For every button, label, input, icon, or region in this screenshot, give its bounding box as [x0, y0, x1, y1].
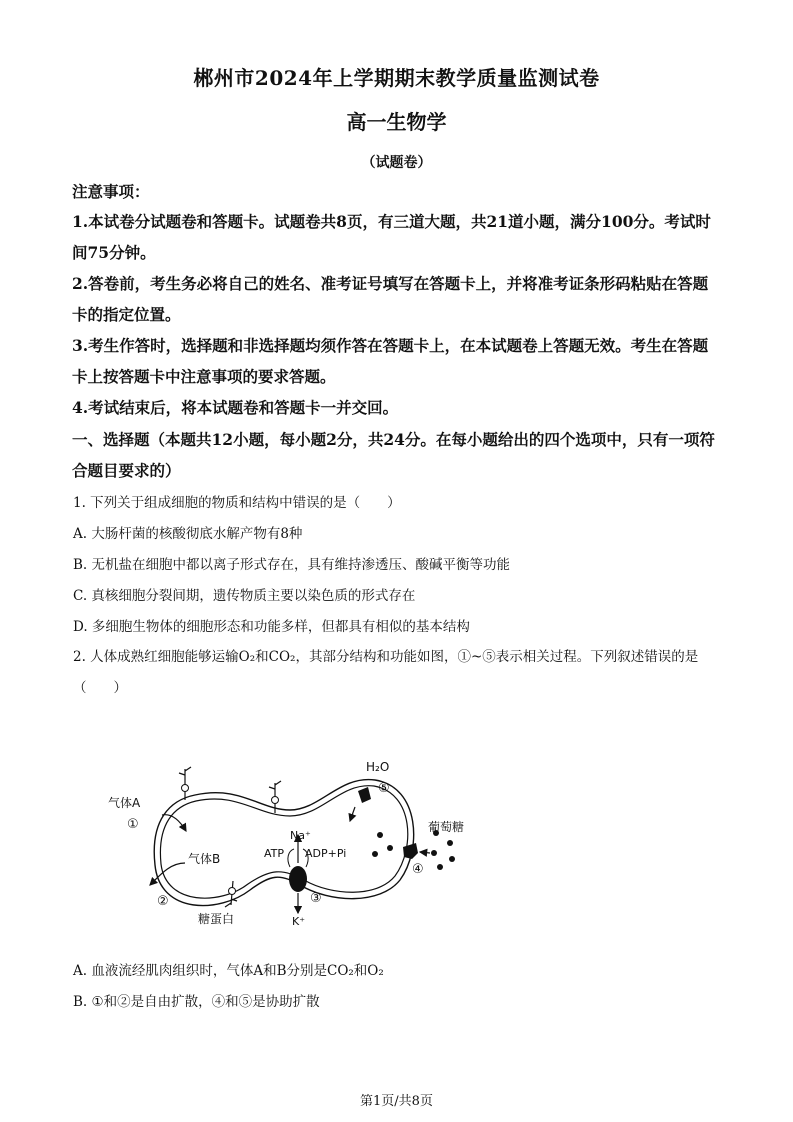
note-item: 1.本试卷分试题卷和答题卡。试题卷共8页，有三道大题，共21道小题，满分100分。考试时间75分钟。	[72, 212, 711, 262]
label-na: Na⁺	[290, 829, 311, 842]
label-gas-a: 气体A	[108, 796, 141, 810]
option-a: A. 血液流经肌肉组织时，气体A和B分别是CO₂和O₂	[73, 963, 384, 979]
glycoprotein-top-left	[179, 767, 191, 800]
option-c: C. 真核细胞分裂间期，遗传物质主要以染色质的形式存在	[73, 588, 416, 604]
notes-list	[72, 206, 722, 423]
question-stem: 2. 人体成熟红细胞能够运输O₂和CO₂，其部分结构和功能如图，①~⑤表示相关过程。下列叙述错误的是（ ）	[73, 649, 699, 696]
atp-arc	[288, 849, 294, 867]
gas-a-arrow	[162, 815, 186, 831]
option-a: A. 大肠杆菌的核酸彻底水解产物有8种	[73, 526, 303, 542]
label-water: H₂O	[366, 760, 390, 774]
glucose-dot	[387, 845, 393, 851]
option-b: B. ①和②是自由扩散，④和⑤是协助扩散	[73, 994, 320, 1010]
glucose-arrow	[420, 852, 430, 853]
subject-title: 高一生物学	[346, 110, 447, 134]
label-5: ⑤	[378, 781, 390, 796]
label-glycoprotein: 糖蛋白	[198, 912, 235, 926]
label-atp: ATP	[264, 847, 285, 860]
label-glucose: 葡萄糖	[428, 820, 465, 834]
note-item: 2.答卷前，考生务必将自己的姓名、准考证号填写在答题卡上，并将准考证条形码粘贴在答题卡的指定位置。	[72, 274, 709, 324]
glucose-dot	[447, 840, 453, 846]
label-2: ②	[157, 894, 169, 909]
notes-heading: 注意事项：	[72, 182, 150, 201]
note-item: 3.考生作答时，选择题和非选择题均须作答在答题卡上，在本试题卷上答题无效。考生在答题卡上按答题卡中注意事项的要求答题。	[72, 336, 709, 386]
glucose-dot	[431, 850, 437, 856]
label-gas-b: 气体B	[188, 852, 221, 866]
section-heading	[72, 424, 722, 486]
question-1	[73, 488, 733, 643]
option-b: B. 无机盐在细胞中都以离子形式存在，具有维持渗透压、酸碱平衡等功能	[73, 557, 511, 573]
label-1: ①	[127, 817, 139, 832]
glycoprotein-top-middle	[269, 781, 281, 813]
label-4: ④	[412, 862, 424, 877]
cell-membrane-outer	[154, 780, 413, 906]
section-heading-text: 一、选择题（本题共12小题，每小题2分，共24分。在每小题给出的四个选项中，只有一项符合题目要求的）	[72, 430, 715, 480]
water-arrow	[350, 807, 355, 821]
na-k-pump	[289, 866, 307, 892]
volume-label: （试题卷）	[361, 155, 432, 171]
question-stem: 1. 下列关于组成细胞的物质和结构中错误的是（ ）	[73, 495, 401, 511]
cell-membrane-inner	[160, 786, 407, 898]
question-2	[73, 642, 733, 704]
glucose-dot	[437, 864, 443, 870]
page-number: 第1页/共8页	[360, 1094, 433, 1109]
label-adp: ADP+Pi	[305, 847, 347, 860]
red-blood-cell-diagram	[100, 755, 480, 935]
exam-title: 郴州市2024年上学期期末教学质量监测试卷	[193, 66, 600, 90]
glucose-dot	[377, 832, 383, 838]
water-channel	[358, 787, 371, 803]
glycoprotein-bottom	[225, 881, 237, 907]
label-k: K⁺	[292, 915, 306, 928]
question-2-options	[73, 956, 384, 1018]
note-item: 4.考试结束后，将本试题卷和答题卡一并交回。	[72, 398, 399, 417]
label-3: ③	[310, 891, 322, 906]
option-d: D. 多细胞生物体的细胞形态和功能多样，但都具有相似的基本结构	[73, 619, 470, 635]
glucose-transporter	[403, 843, 418, 859]
glucose-dot	[449, 856, 455, 862]
glucose-dot	[372, 851, 378, 857]
